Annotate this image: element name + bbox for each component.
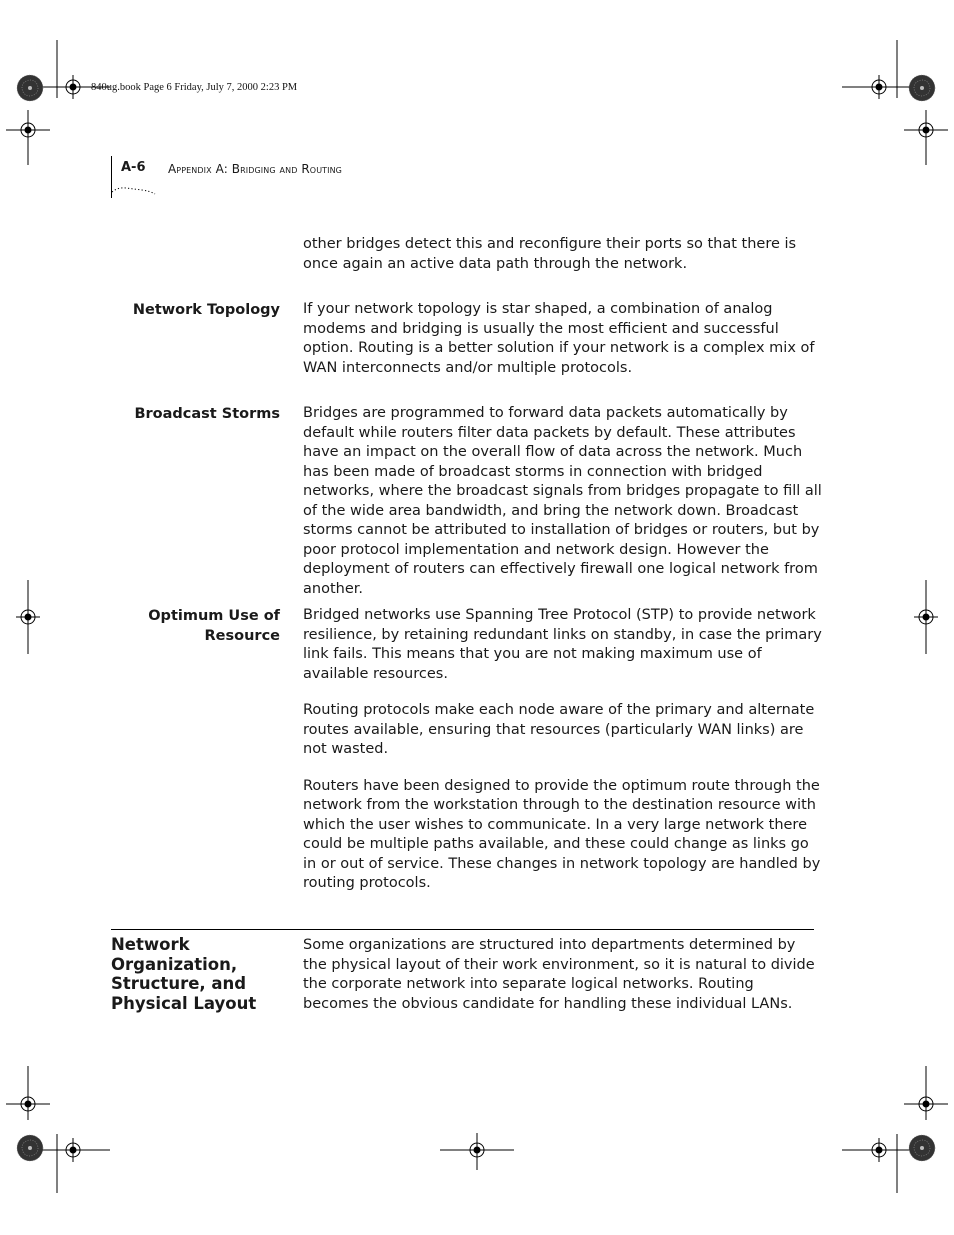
heading-line: Structure, and [111,974,247,993]
broadcast-storms-body: Bridges are programmed to forward data packets automatically by default while routers filter data packets by default. These attributes have an impact on the overall flow of data across the network. Much has been made of broadcast storms in connection with bridged networks, where the broadcast signals from bridges propagate to fill all of the wide area bandwidth, and bring the network down. Broadcast storms cannot be attributed to installation of bridges or routers, but by poor protocol implementation and network design. However the deployment of routers can effectively firewall one logical network from another. [303,405,822,597]
running-title: Appendix A: Bridging and Routing [168,162,342,176]
network-organization-body: Some organizations are structured into departments determined by the physical layout of their work environment, so it is natural to divide the corporate network into separate logical networks. Routing becomes the obvious candidate for handling these individual LANs. [303,937,815,1012]
heading-line: Optimum Use of [148,608,280,624]
paragraph: Routing protocols make each node aware of the primary and alternate routes available, ensuring that resources (particularly WAN links) are not wasted. [303,702,815,757]
heading-line: Network [111,935,190,954]
paragraph: Bridged networks use Spanning Tree Protocol (STP) to provide network resilience, by retaining redundant links on standby, in case the primary link fails. This means that you are not making maximum use of available resources. [303,607,822,682]
print-stamp: 840ug.book Page 6 Friday, July 7, 2000 2:23 PM [91,82,298,93]
network-topology-body: If your network topology is star shaped, a combination of analog modems and bridging is usually the most efficient and successful option. Routing is a better solution if your network is a complex mix of WAN interconnects and/or multiple protocols. [303,301,815,376]
heading-line: Physical Layout [111,993,257,1013]
paragraph: Routers have been designed to provide the optimum route through the network from the workstation through to the destination resource with which the user wishes to communicate. In a very large network there could be multiple paths available, and these could change as links go in or out of service. These changes in network topology are handled by routing protocols. [303,777,821,891]
heading-line: Organization, [111,954,238,974]
subsection-heading-broadcast-storms: Broadcast Storms [134,406,280,422]
subsection-heading-network-topology: Network Topology [132,302,280,318]
heading-line: Resource [204,628,280,644]
intro-paragraph: other bridges detect this and reconfigure their ports so that there is once again an active data path through the network. [303,236,797,272]
page-number: A-6 [121,160,146,175]
